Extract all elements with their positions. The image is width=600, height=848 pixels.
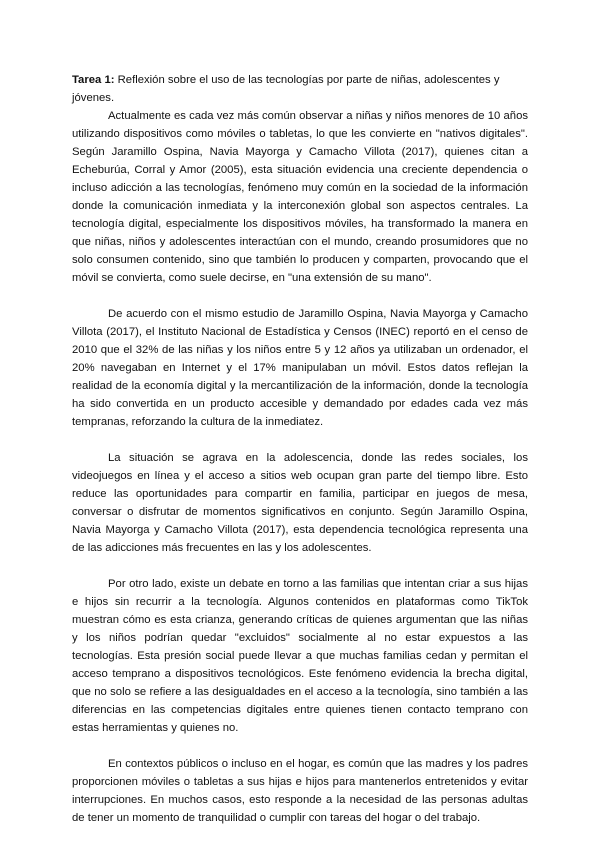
paragraph-3: La situación se agrava en la adolescencia, donde las redes sociales, los videojuegos en línea y el acceso a sitios web ocupan gran parte del tiempo libre. Esto reduce las oportunidades para compartir en familia, participar en juegos de mesa, conversar o disfrutar de momentos significativos en conjunto. Según Jaramillo Ospina, Navia Mayorga y Camacho Villota (2017), esta dependencia tecnológica representa una de las adicciones más frecuentes en las y los adolescentes.: [72, 452, 528, 554]
paragraph-4: Por otro lado, existe un debate en torno a las familias que intentan criar a sus hijas e hijos sin recurrir a la tecnología. Algunos contenidos en plataformas como TikTok muestran cómo es esta crianza, generando críticas de quienes argumentan que las niñas y los niños podrían quedar "excluidos" socialmente al no estar expuestos a las tecnologías. Esta presión social puede llevar a que muchas familias cedan y permitan el acceso temprano a dispositivos tecnológicos. Este fenómeno evidencia la brecha digital, que no solo se refiere a las desigualdades en el acceso a la tecnología, sino también a las diferencias en las competencias digitales entre quienes tienen contacto temprano con estas herramientas y quienes no.: [72, 578, 528, 734]
task-title: Reflexión sobre el uso de las tecnologías por parte de niñas, adolescentes y jóvenes.: [72, 74, 500, 104]
task-label: Tarea 1:: [72, 74, 115, 86]
task-heading: [72, 71, 528, 107]
paragraph-5: En contextos públicos o incluso en el hogar, es común que las madres y los padres proporcionen móviles o tabletas a sus hijas e hijos para mantenerlos entretenidos y evitar interrupciones. En muchos casos, esto responde a la necesidad de las personas adultas de tener un momento de tranquilidad o cumplir con tareas del hogar o del trabajo.: [72, 758, 528, 824]
paragraph-1: Actualmente es cada vez más común observar a niñas y niños menores de 10 años utilizando dispositivos como móviles o tabletas, lo que les convierte en "nativos digitales". Según Jaramillo Ospina, Navia Mayorga y Camacho Villota (2017), quienes citan a Echeburúa, Corral y Amor (2005), esta situación evidencia una creciente dependencia o incluso adicción a las tecnologías, fenómeno muy común en la sociedad de la información donde la comunicación inmediata y la interconexión global son aspectos centrales. La tecnología digital, especialmente los dispositivos móviles, ha transformado la manera en que niñas, niños y adolescentes interactúan con el mundo, creando prosumidores que no solo consumen contenido, sino que también lo producen y comparten, provocando que el móvil se convierta, como suele decirse, en "una extensión de su mano".: [72, 110, 528, 284]
paragraph-2: De acuerdo con el mismo estudio de Jaramillo Ospina, Navia Mayorga y Camacho Villota (2017), el Instituto Nacional de Estadística y Censos (INEC) reportó en el censo de 2010 que el 32% de las niñas y los niños entre 5 y 12 años ya utilizaban un ordenador, el 20% navegaban en Internet y el 17% manipulaban un móvil. Estos datos reflejan la realidad de la economía digital y la mercantilización de la información, donde la tecnología ha sido convertida en un producto accesible y demandado por edades cada vez más tempranas, reforzando la cultura de la inmediatez.: [72, 308, 528, 428]
